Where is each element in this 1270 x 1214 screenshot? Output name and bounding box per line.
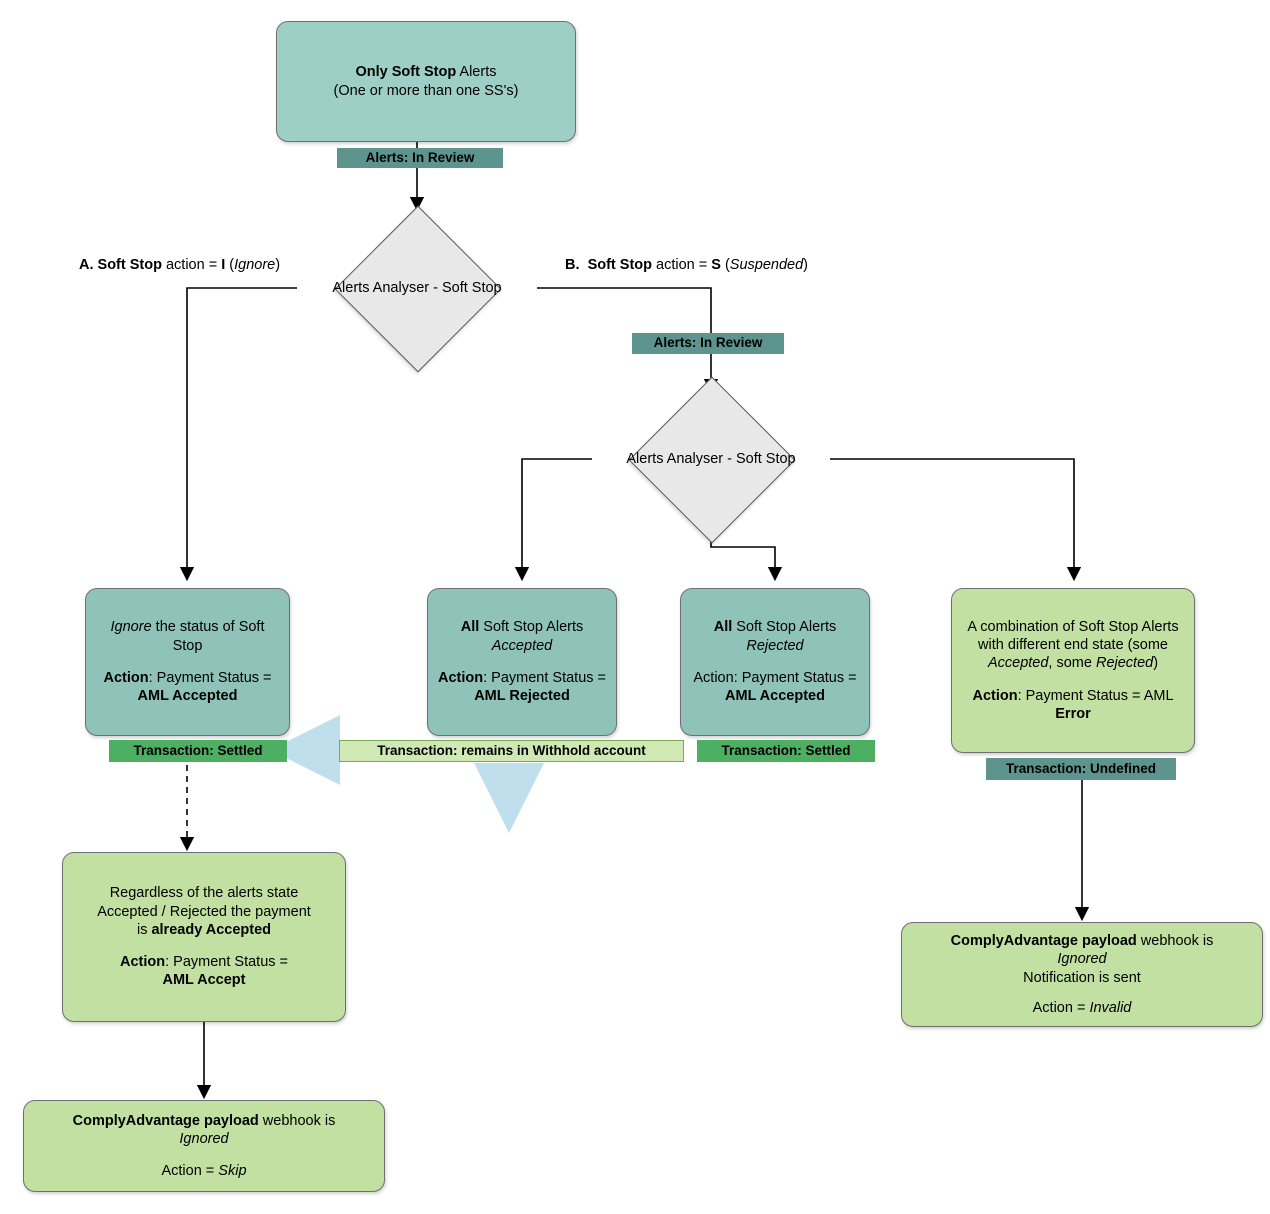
- node-combination-end-states: [951, 588, 1195, 753]
- skip-line2-italic: Ignored: [179, 1130, 229, 1147]
- skip-line3-italic: Skip: [218, 1163, 247, 1180]
- combination-action-value: Error: [1055, 705, 1091, 722]
- rejected-line1-rest: Soft Stop Alerts: [732, 619, 837, 636]
- accepted-line2-italic: Accepted: [491, 637, 553, 654]
- branch-a-prefix: A.: [79, 257, 98, 273]
- ignore-line1-rest: the status of Soft: [151, 619, 265, 636]
- regardless-line3-bold: already Accepted: [151, 921, 272, 938]
- branch-a-val: I: [221, 257, 226, 273]
- combination-line3-end: ): [1153, 655, 1159, 672]
- branch-a-mid: action =: [161, 257, 222, 273]
- rejected-action-value: AML Accepted: [725, 688, 825, 705]
- ignore-action-rest: : Payment Status =: [148, 670, 272, 686]
- accepted-action-rest: : Payment Status =: [483, 670, 607, 686]
- start-line2: (One or more than one SS's): [333, 82, 519, 99]
- tag-alerts-in-review-1: Alerts: In Review: [337, 148, 503, 168]
- branch-b-val: S: [711, 257, 721, 273]
- decision-alerts-analyser-1: [332, 223, 502, 353]
- combination-line3-italic-a: Accepted: [987, 655, 1049, 672]
- regardless-action-rest: : Payment Status =: [165, 954, 289, 971]
- combination-line2: with different end state (some: [978, 637, 1168, 654]
- skip-line3-rest: Action =: [161, 1163, 219, 1180]
- tag-transaction-withhold: Transaction: remains in Withhold account: [339, 740, 684, 762]
- regardless-line2: Accepted / Rejected the payment: [97, 903, 311, 920]
- regardless-action-value: AML Accept: [162, 972, 246, 989]
- branch-a-italic: Ignore: [234, 257, 276, 273]
- accepted-action-label: Action: [437, 670, 484, 686]
- tag-transaction-undefined: Transaction: Undefined: [986, 758, 1176, 780]
- ignore-line2: Stop: [172, 637, 203, 654]
- accepted-line1-bold: All: [460, 619, 480, 636]
- node-ignore-soft-stop-status: [85, 588, 290, 736]
- tag-transaction-settled-2: Transaction: Settled: [697, 740, 875, 762]
- accepted-action-value: AML Rejected: [474, 688, 570, 705]
- decision-1-text: Alerts Analyser - Soft Stop: [332, 280, 502, 296]
- regardless-line1: Regardless of the alerts state: [109, 885, 299, 902]
- combination-line1: A combination of Soft Stop Alerts: [967, 618, 1179, 635]
- invalid-line3: Notification is sent: [1023, 969, 1141, 986]
- rejected-action-label: Action: [693, 670, 734, 686]
- combination-action-label: Action: [972, 687, 1018, 704]
- decision-2-label: [592, 394, 830, 524]
- invalid-line1-bold: ComplyAdvantage payload: [950, 932, 1137, 949]
- combination-action-rest: : Payment Status = AML: [1017, 687, 1174, 704]
- skip-line1-rest: webhook is: [258, 1112, 336, 1129]
- invalid-line4-rest: Action =: [1032, 999, 1090, 1016]
- ignore-line1-italic: Ignore: [110, 619, 152, 636]
- node-webhook-ignored-invalid: [901, 922, 1263, 1027]
- rejected-line1-bold: All: [713, 619, 733, 636]
- invalid-line4-italic: Invalid: [1089, 999, 1132, 1016]
- ignore-action-label: Action: [103, 670, 149, 686]
- rejected-action-rest: : Payment Status =: [733, 670, 857, 686]
- edge-label-branch-a: A. Soft Stop action = I (Ignore): [79, 257, 281, 273]
- start-line1-rest: Alerts: [456, 64, 497, 81]
- node-all-alerts-accepted: [427, 588, 617, 736]
- node-only-soft-stop-alerts: [276, 21, 576, 142]
- branch-a-bold: Soft Stop: [97, 257, 162, 273]
- branch-b-italic: Suspended: [729, 257, 804, 273]
- regardless-line3-rest: is: [136, 921, 152, 938]
- node-regardless-of-alerts-state: [62, 852, 346, 1022]
- start-line1-bold: Only Soft Stop: [355, 64, 457, 81]
- regardless-action-label: Action: [119, 954, 166, 971]
- ignore-action-value: AML Accepted: [137, 688, 238, 705]
- branch-b-bold: Soft Stop: [587, 257, 652, 273]
- decision-1-label: [332, 223, 502, 353]
- combination-line3-italic-b: Rejected: [1095, 655, 1154, 672]
- node-all-alerts-rejected: [680, 588, 870, 736]
- invalid-line2-italic: Ignored: [1057, 951, 1107, 968]
- accepted-line1-rest: Soft Stop Alerts: [479, 619, 584, 636]
- branch-b-mid: action =: [652, 257, 712, 273]
- rejected-line2-italic: Rejected: [746, 637, 804, 654]
- tag-alerts-in-review-2: Alerts: In Review: [632, 333, 784, 354]
- skip-line1-bold: ComplyAdvantage payload: [72, 1112, 259, 1129]
- decision-alerts-analyser-2: [592, 394, 830, 524]
- decision-2-text: Alerts Analyser - Soft Stop: [626, 451, 796, 467]
- combination-line3-mid: , some: [1048, 655, 1096, 672]
- tag-transaction-settled-1: Transaction: Settled: [109, 740, 287, 762]
- node-webhook-ignored-skip: [23, 1100, 385, 1192]
- invalid-line1-rest: webhook is: [1136, 932, 1214, 949]
- branch-b-prefix: B.: [565, 257, 584, 273]
- edge-label-branch-b: B. Soft Stop action = S (Suspended): [565, 257, 808, 273]
